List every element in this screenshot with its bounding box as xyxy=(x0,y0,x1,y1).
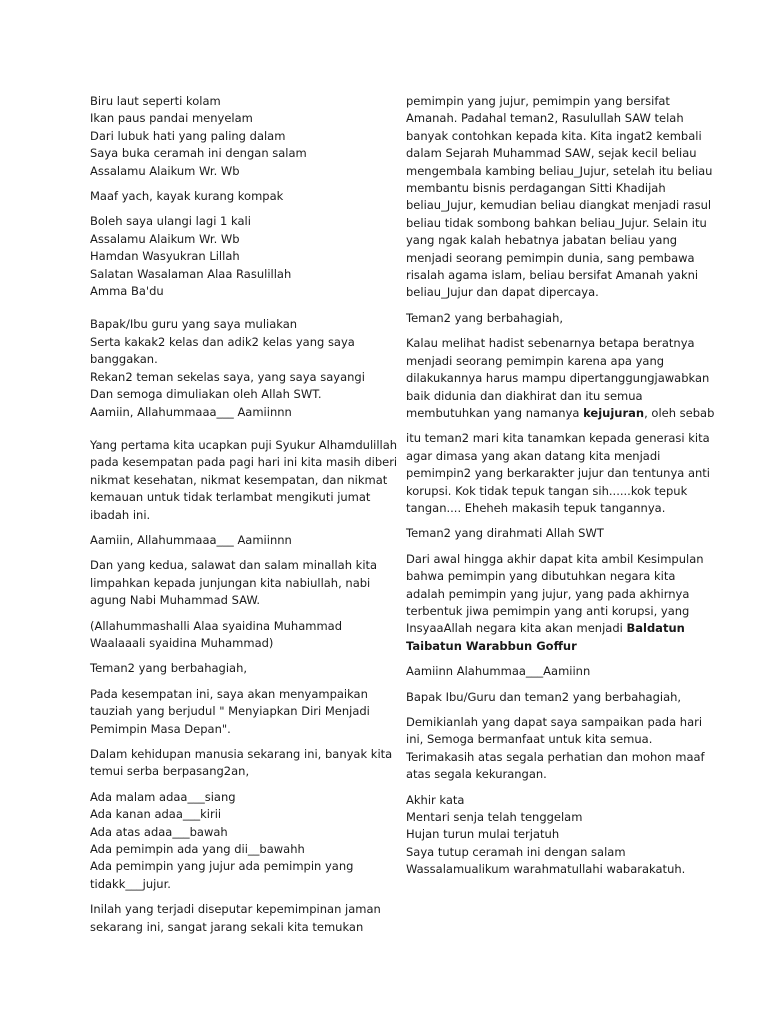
text-line: Terimakasih atas segala perhatian dan mohon maaf xyxy=(406,749,705,764)
text-line: menjadi seorang pemimpin karena apa yang xyxy=(406,353,665,368)
text-line: agung Nabi Muhammad SAW. xyxy=(90,593,261,608)
paragraph xyxy=(90,213,372,300)
paragraph xyxy=(90,316,372,420)
paragraph xyxy=(406,430,710,517)
text-line: ini, Semoga bermanfaat untuk kita semua. xyxy=(406,732,653,747)
paragraph xyxy=(90,188,372,205)
text-line: Ada kanan adaa___kirii xyxy=(90,807,222,822)
text-line: Amma Ba'du xyxy=(90,284,164,299)
text-line: Boleh saya ulangi lagi 1 kali xyxy=(90,214,251,229)
text-line: banyak contohkan kepada kita. Kita ingat2 kembali xyxy=(406,128,702,143)
text-line: Inilah yang terjadi diseputar kepemimpinan jaman xyxy=(90,902,381,917)
text-line: (Allahummashalli Alaa syaidina Muhammad xyxy=(90,618,343,633)
text-line: Kalau melihat hadist sebenarnya betapa beratnya xyxy=(406,336,695,351)
text-line: Ada pemimpin ada yang dii__bawahh xyxy=(90,842,305,857)
text-line: Ikan paus pandai menyelam xyxy=(90,111,253,126)
text-line: banggakan. xyxy=(90,352,158,367)
text-run: InsyaaAllah negara kita akan menjadi xyxy=(406,621,627,636)
text-line: Ada pemimpin yang jujur ada pemimpin yang xyxy=(90,859,354,874)
text-line: Amanah. Padahal teman2, Rasulullah SAW telah xyxy=(406,111,684,126)
text-line: Saya buka ceramah ini dengan salam xyxy=(90,146,307,161)
text-line xyxy=(406,620,684,637)
text-line: dalam Sejarah Muhammad SAW, sejak kecil beliau xyxy=(406,146,697,161)
text-line: Pemimpin Masa Depan". xyxy=(90,721,231,736)
text-line: tidakk___jujur. xyxy=(90,876,171,891)
text-line: beliau tidak sombong bahkan beliau_Jujur. Selain itu xyxy=(406,215,707,230)
text-line: Dalam kehidupan manusia sekarang ini, banyak kita xyxy=(90,747,393,761)
text-line: Hamdan Wasyukran Lillah xyxy=(90,249,240,264)
text-line: menjadi seorang pemimpin dunia, sang pembawa xyxy=(406,250,695,265)
text-line: Aamiin, Allahummaaa___ Aamiinnn xyxy=(90,532,292,547)
text-line: Teman2 yang berbahagiah, xyxy=(90,661,248,676)
text-line: atas segala kekurangan. xyxy=(406,767,547,782)
text-line: Akhir kata xyxy=(406,792,465,807)
bold-text: Baldatun xyxy=(626,621,685,636)
paragraph xyxy=(406,714,705,784)
text-line: Yang pertama kita ucapkan puji Syukur Alhamdulillah xyxy=(90,437,398,452)
text-line: Assalamu Alaikum Wr. Wb xyxy=(90,231,240,246)
text-run: , oleh sebab xyxy=(644,405,715,420)
text-line: Teman2 yang berbahagiah, xyxy=(406,310,564,325)
text-line: adalah pemimpin yang jujur, yang pada akhirnya xyxy=(406,586,690,601)
text-line: beliau_Jujur dan dapat dipercaya. xyxy=(406,285,599,300)
text-line: Biru laut seperti kolam xyxy=(90,94,221,108)
paragraph xyxy=(90,437,398,524)
right-column xyxy=(406,93,715,887)
text-line: bahwa pemimpin yang dibutuhkan negara kita xyxy=(406,569,676,584)
text-line: nikmat kesehatan, nikmat kesempatan, dan nikmat xyxy=(90,472,388,487)
text-line: Ada malam adaa___siang xyxy=(90,789,236,804)
paragraph xyxy=(90,93,372,180)
text-line: ibadah ini. xyxy=(90,507,151,522)
left-column xyxy=(90,93,398,944)
text-line: pemimpin yang jujur, pemimpin yang bersifat xyxy=(406,94,670,108)
text-line: Dan yang kedua, salawat dan salam minallah kita xyxy=(90,558,378,573)
text-line: limpahkan kepada junjungan kita nabiullah, nabi xyxy=(90,575,371,590)
text-line: Ada atas adaa___bawah xyxy=(90,824,228,839)
paragraph xyxy=(90,618,372,653)
paragraph xyxy=(406,551,704,621)
paragraph xyxy=(406,335,710,405)
text-line: dilakukannya harus mampu dipertanggungjawabkan xyxy=(406,371,710,386)
paragraph xyxy=(406,689,684,706)
text-line: Waalaaali syaidina Muhammad) xyxy=(90,635,274,650)
text-line: tangan.... Eheheh makasih tepuk tangannya. xyxy=(406,500,666,515)
text-line: Serta kakak2 kelas dan adik2 kelas yang saya xyxy=(90,334,355,349)
text-line: Pada kesempatan ini, saya akan menyampaikan xyxy=(90,686,368,701)
text-line: Assalamu Alaikum Wr. Wb xyxy=(90,163,240,178)
paragraph xyxy=(90,686,372,738)
paragraph xyxy=(90,557,378,609)
text-line: Maaf yach, kayak kurang kompak xyxy=(90,189,284,204)
text-line: risalah agama islam, beliau bersifat Amanah yakni xyxy=(406,268,699,283)
text-line: Dan semoga dimuliakan oleh Allah SWT. xyxy=(90,387,322,402)
paragraph xyxy=(406,638,684,655)
bold-text: Taibatun Warabbun Goffur xyxy=(406,638,577,653)
paragraph xyxy=(406,405,715,422)
paragraph xyxy=(90,789,372,893)
text-line: Teman2 yang dirahmati Allah SWT xyxy=(406,526,604,541)
text-line: Aamiinn Alahummaa___Aamiinn xyxy=(406,664,591,679)
text-line: Demikianlah yang dapat saya sampaikan pada hari xyxy=(406,715,703,729)
text-line: kemauan untuk tidak terlambat mengikuti jumat xyxy=(90,490,371,505)
paragraph xyxy=(90,660,372,677)
text-line: agar dimasa yang akan datang kita menjadi xyxy=(406,448,661,463)
text-line: Dari lubuk hati yang paling dalam xyxy=(90,128,286,143)
paragraph xyxy=(90,746,393,781)
paragraph xyxy=(90,901,381,936)
text-line: mengembala kambing beliau_Jujur, setelah itu beliau xyxy=(406,163,713,178)
text-line: Hujan turun mulai terjatuh xyxy=(406,827,560,842)
text-line: Mentari senja telah tenggelam xyxy=(406,810,583,825)
paragraph xyxy=(406,792,684,879)
text-line: Wassalamualikum warahmatullahi wabarakatuh. xyxy=(406,862,686,877)
text-line: beliau_Jujur, kemudian beliau diangkat menjadi rasul xyxy=(406,198,712,213)
bold-text: kejujuran xyxy=(583,405,645,420)
paragraph xyxy=(406,93,713,302)
text-line: pemimpin2 yang berkarakter jujur dan tentunya anti xyxy=(406,466,710,481)
text-line: sekarang ini, sangat jarang sekali kita temukan xyxy=(90,919,364,934)
text-line: membantu bisnis perdagangan Sitti Khadijah xyxy=(406,181,666,196)
text-line: tauziah yang berjudul " Menyiapkan Diri Menjadi xyxy=(90,704,370,719)
text-line: Aamiin, Allahummaaa___ Aamiinnn xyxy=(90,404,292,419)
text-line: temui serba berpasang2an, xyxy=(90,764,250,779)
text-line: pada kesempatan pada pagi hari ini kita masih diberi xyxy=(90,455,398,470)
text-line: Rekan2 teman sekelas saya, yang saya sayangi xyxy=(90,369,365,384)
text-run: membutuhkan yang namanya xyxy=(406,405,584,420)
text-line: terbentuk jiwa pemimpin yang anti korupsi, yang xyxy=(406,603,690,618)
text-line: yang ngak kalah hebatnya jabatan beliau yang xyxy=(406,233,678,248)
text-line: korupsi. Kok tidak tepuk tangan sih......kok tepuk xyxy=(406,483,688,498)
text-line: Saya tutup ceramah ini dengan salam xyxy=(406,844,626,859)
paragraph xyxy=(406,310,684,327)
paragraph xyxy=(406,663,684,680)
text-line: itu teman2 mari kita tanamkan kepada generasi kita xyxy=(406,431,710,446)
text-line: baik didunia dan diakhirat dan itu semua xyxy=(406,388,643,403)
text-line: Dari awal hingga akhir dapat kita ambil Kesimpulan xyxy=(406,551,704,566)
paragraph xyxy=(406,525,684,542)
text-line: Salatan Wasalaman Alaa Rasulillah xyxy=(90,266,292,281)
paragraph xyxy=(406,620,684,637)
text-line: Bapak Ibu/Guru dan teman2 yang berbahagiah, xyxy=(406,689,682,704)
text-line: Bapak/Ibu guru yang saya muliakan xyxy=(90,317,298,332)
paragraph xyxy=(90,532,372,549)
text-line xyxy=(406,405,715,422)
